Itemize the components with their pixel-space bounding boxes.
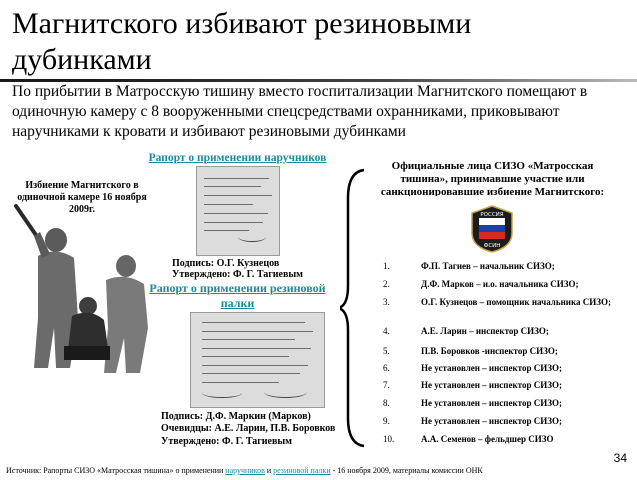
official-item: 6. Не установлен – инспектор СИЗО; bbox=[383, 363, 562, 373]
fsin-emblem-icon bbox=[470, 205, 514, 253]
source-link-baton[interactable]: резиновой палки bbox=[273, 466, 331, 475]
emblem-bottom-text: ФСИН bbox=[483, 243, 501, 249]
baton-approval: Утверждено: Ф. Г. Тагиевым bbox=[161, 436, 292, 447]
official-item: 8. Не установлен – инспектор СИЗО; bbox=[383, 398, 562, 408]
emblem-top-text: РОССИЯ bbox=[480, 212, 504, 218]
official-item: 7. Не установлен – инспектор СИЗО; bbox=[383, 380, 562, 390]
handcuffs-report-scan bbox=[196, 166, 280, 256]
official-item: 4. А.Е. Ларин – инспектор СИЗО; bbox=[383, 326, 549, 336]
intro-paragraph: По прибытии в Матросскую тишину вместо госпитализации Магнитского помещают в одиночную камеру с 8 вооруженными спецсредствами охранниками, приковывают наручниками к кровати и избивают резиновыми дубинками bbox=[12, 83, 588, 140]
baton-report-scan bbox=[190, 312, 325, 408]
official-item: 9. Не установлен – инспектор СИЗО; bbox=[383, 416, 562, 426]
source-note: Источник: Рапорты СИЗО «Матросская тишина» о применении наручников и резиновой палки - 16 ноября 2009, материалы комиссии ОНК bbox=[6, 466, 483, 475]
curly-brace bbox=[340, 168, 368, 448]
handcuffs-signature: Подпись: О.Г. Кузнецов bbox=[172, 258, 280, 269]
source-link-handcuffs[interactable]: наручников bbox=[225, 466, 265, 475]
baton-witnesses: Очевидцы: А.Е. Ларин, П.В. Боровков bbox=[161, 423, 336, 434]
official-item: 10. А.А. Семенов – фельдшер СИЗО bbox=[383, 434, 554, 444]
official-item: 5. П.В. Боровков -инспектор СИЗО; bbox=[383, 346, 558, 356]
official-item: 2. Д.Ф. Марков – и.о. начальника СИЗО; bbox=[383, 279, 579, 289]
baton-signature: Подпись: Д.Ф. Маркин (Марков) bbox=[161, 411, 311, 422]
page-number: 34 bbox=[613, 451, 627, 465]
baton-report-link[interactable]: Рапорт о применении резиновой палки bbox=[149, 281, 326, 310]
official-item: 1. Ф.П. Тагиев – начальник СИЗО; bbox=[383, 261, 555, 271]
handcuffs-approval: Утверждено: Ф. Г. Тагиевым bbox=[172, 269, 303, 280]
handcuffs-report-link[interactable]: Рапорт о применении наручников bbox=[148, 152, 327, 164]
official-item: 3. О.Г. Кузнецов – помощник начальника СИЗО; bbox=[383, 297, 612, 307]
photo-caption: Избиение Магнитского в одиночной камере 16 ноября 2009г. bbox=[17, 180, 147, 215]
officials-heading: Официальные лица СИЗО «Матросская тишина», принимавшие участие или санкционировавшие избиение Магнитского: bbox=[380, 160, 605, 196]
slide-title: Магнитского избивают резиновыми дубинками bbox=[12, 7, 472, 76]
